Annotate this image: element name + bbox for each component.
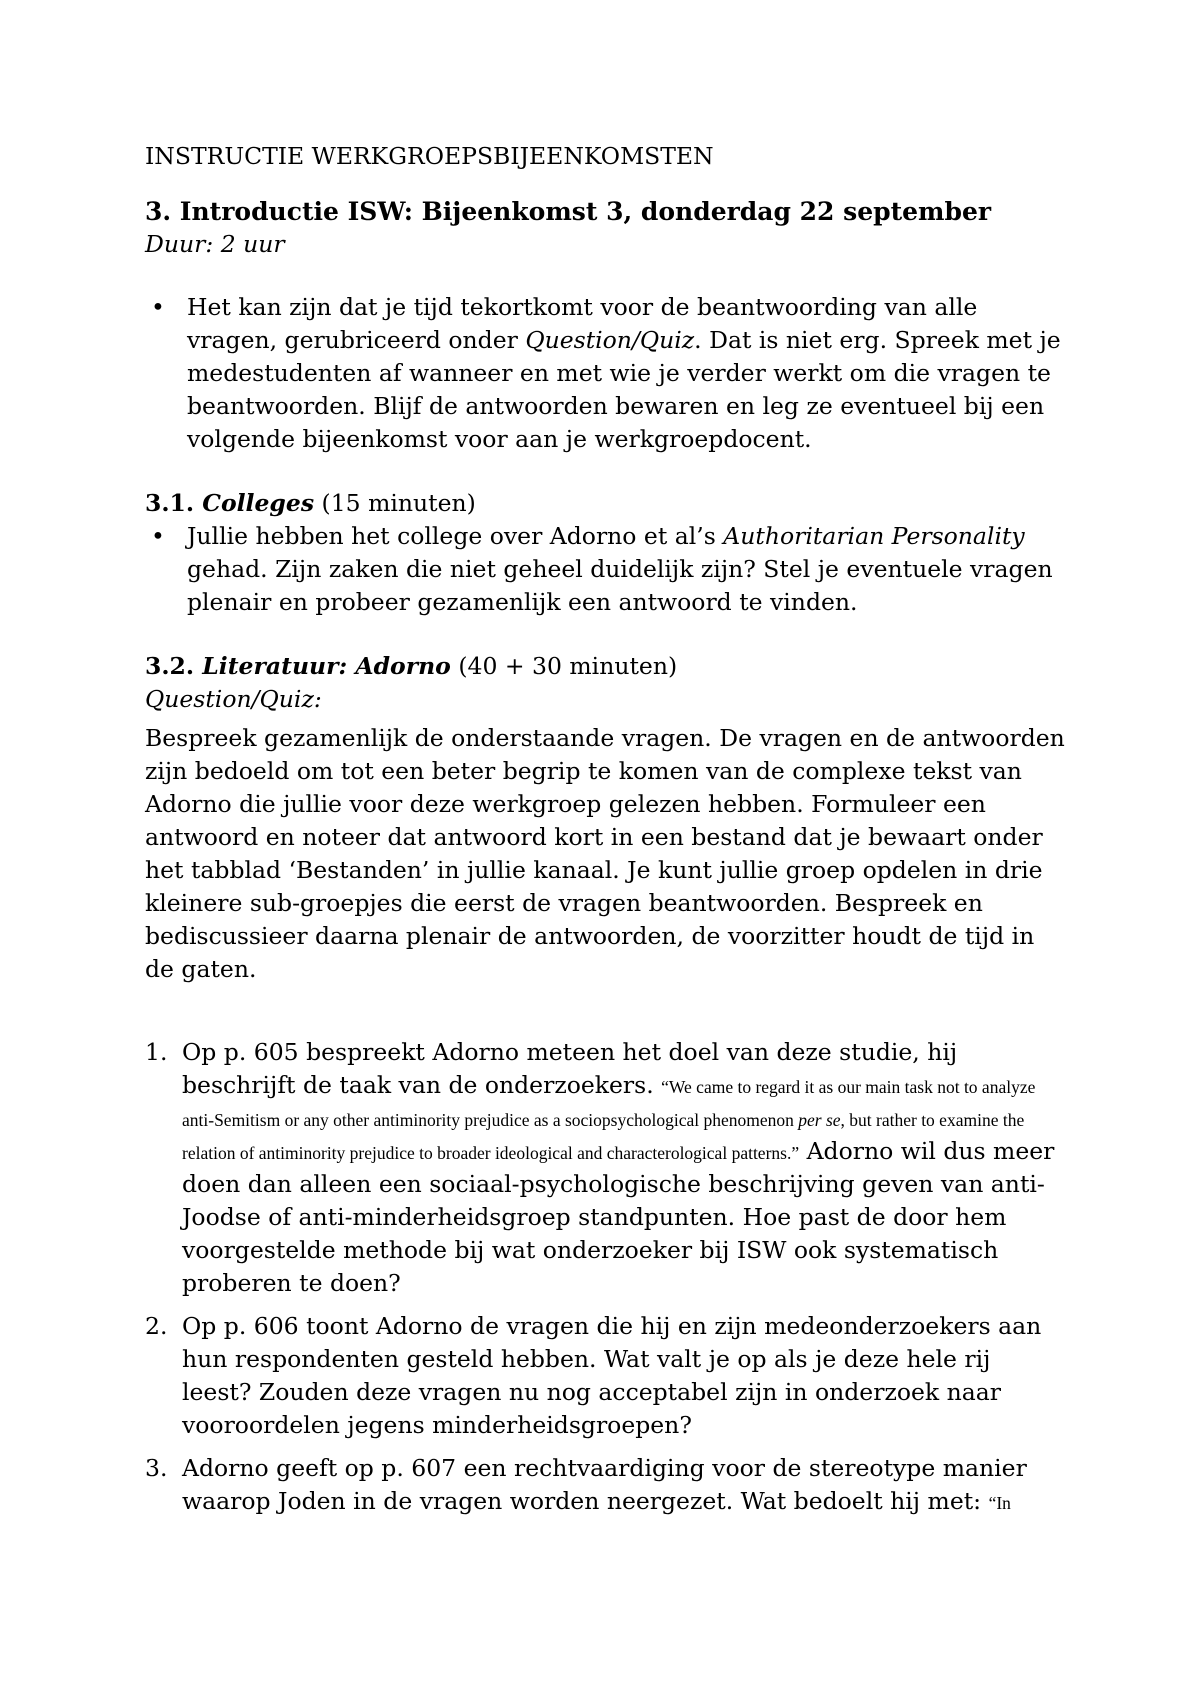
colleges-bullet: • Jullie hebben het college over Adorno et al’s Authoritarian Personality gehad. Zijn zaken die niet geheel duidelijk zijn? Stel je eventuele vragen plenair en probeer gezamenlijk een antwoord te vinden. bbox=[145, 520, 1065, 619]
intro-bullet: • Het kan zijn dat je tijd tekortkomt voor de beantwoording van alle vragen, gerubriceerd onder Question/Quiz. Dat is niet erg. Spreek met je medestudenten af wanneer en met wie je verder werkt om die vragen te beantwoorden. Blijf de antwoorden bewaren en leg ze eventueel bij een volgende bijeenkomst voor aan je werkgroepdocent. bbox=[145, 291, 1065, 456]
section-duration: Duur: 2 uur bbox=[145, 230, 285, 258]
subsection-colleges-heading: 3.1. Colleges (15 minuten) bbox=[145, 489, 476, 517]
section-heading: 3. Introductie ISW: Bijeenkomst 3, donderdag 22 september bbox=[145, 197, 992, 226]
question-list bbox=[145, 1036, 1065, 1520]
instruction-paragraph: Bespreek gezamenlijk de onderstaande vragen. De vragen en de antwoorden zijn bedoeld om tot een beter begrip te komen van de complexe tekst van Adorno die jullie voor deze werkgroep gelezen hebben. Formuleer een antwoord en noteer dat antwoord kort in een bestand dat je bewaart onder het tabblad ‘Bestanden’ in jullie kanaal. Je kunt jullie groep opdelen in drie kleinere sub-groepjes die eerst de vragen beantwoorden. Bespreek en bediscussieer daarna plenair de antwoorden, de voorzitter houdt de tijd in de gaten. bbox=[145, 724, 1065, 983]
question-number: 2. bbox=[145, 1312, 168, 1340]
quote-text: “We came to regard it as our main task not to analyze anti-Semitism or any other antiminority prejudice as a sociopsychological phenomenon per se, but rather to examine the relation of antiminority prejudice to broader ideological and characterological patterns.” bbox=[182, 1077, 1036, 1163]
question-item: 2. Op p. 606 toont Adorno de vragen die hij en zijn medeonderzoekers aan hun respondenten gesteld hebben. Wat valt je op als je deze hele rij leest? Zouden deze vragen nu nog acceptabel zijn in onderzoek naar vooroordelen jegens minderheidsgroepen? bbox=[145, 1312, 1042, 1439]
quiz-label: Question/Quiz: bbox=[145, 685, 322, 713]
colleges-bullet-list bbox=[145, 520, 1065, 619]
question-number: 1. bbox=[145, 1038, 168, 1066]
question-item: 3. Adorno geeft op p. 607 een rechtvaardiging voor de stereotype manier waarop Joden in de vragen worden neergezet. Wat bedoelt hij met: “In bbox=[145, 1454, 1027, 1515]
question-item: 1. Op p. 605 bespreekt Adorno meteen het doel van deze studie, hij beschrijft de taak van de onderzoekers. “We came to regard it as our main task not to analyze anti-Semitism or any other antiminority prejudice as a sociopsychological phenomenon per se, but rather to examine the relation of antiminority prejudice to broader ideological and characterological patterns.” Adorno wil dus meer doen dan alleen een sociaal-psychologische beschrijving geven van anti-Joodse of anti-minderheidsgroep standpunten. Hoe past de door hem voorgestelde methode bij wat onderzoeker bij ISW ook systematisch proberen te doen? bbox=[145, 1038, 1055, 1297]
document-title: INSTRUCTIE WERKGROEPSBIJEENKOMSTEN bbox=[145, 142, 714, 170]
question-number: 3. bbox=[145, 1454, 168, 1482]
intro-bullet-list bbox=[145, 291, 1065, 456]
subsection-literatuur-heading: 3.2. Literatuur: Adorno (40 + 30 minuten) bbox=[145, 652, 678, 680]
document-page bbox=[145, 140, 1065, 1530]
